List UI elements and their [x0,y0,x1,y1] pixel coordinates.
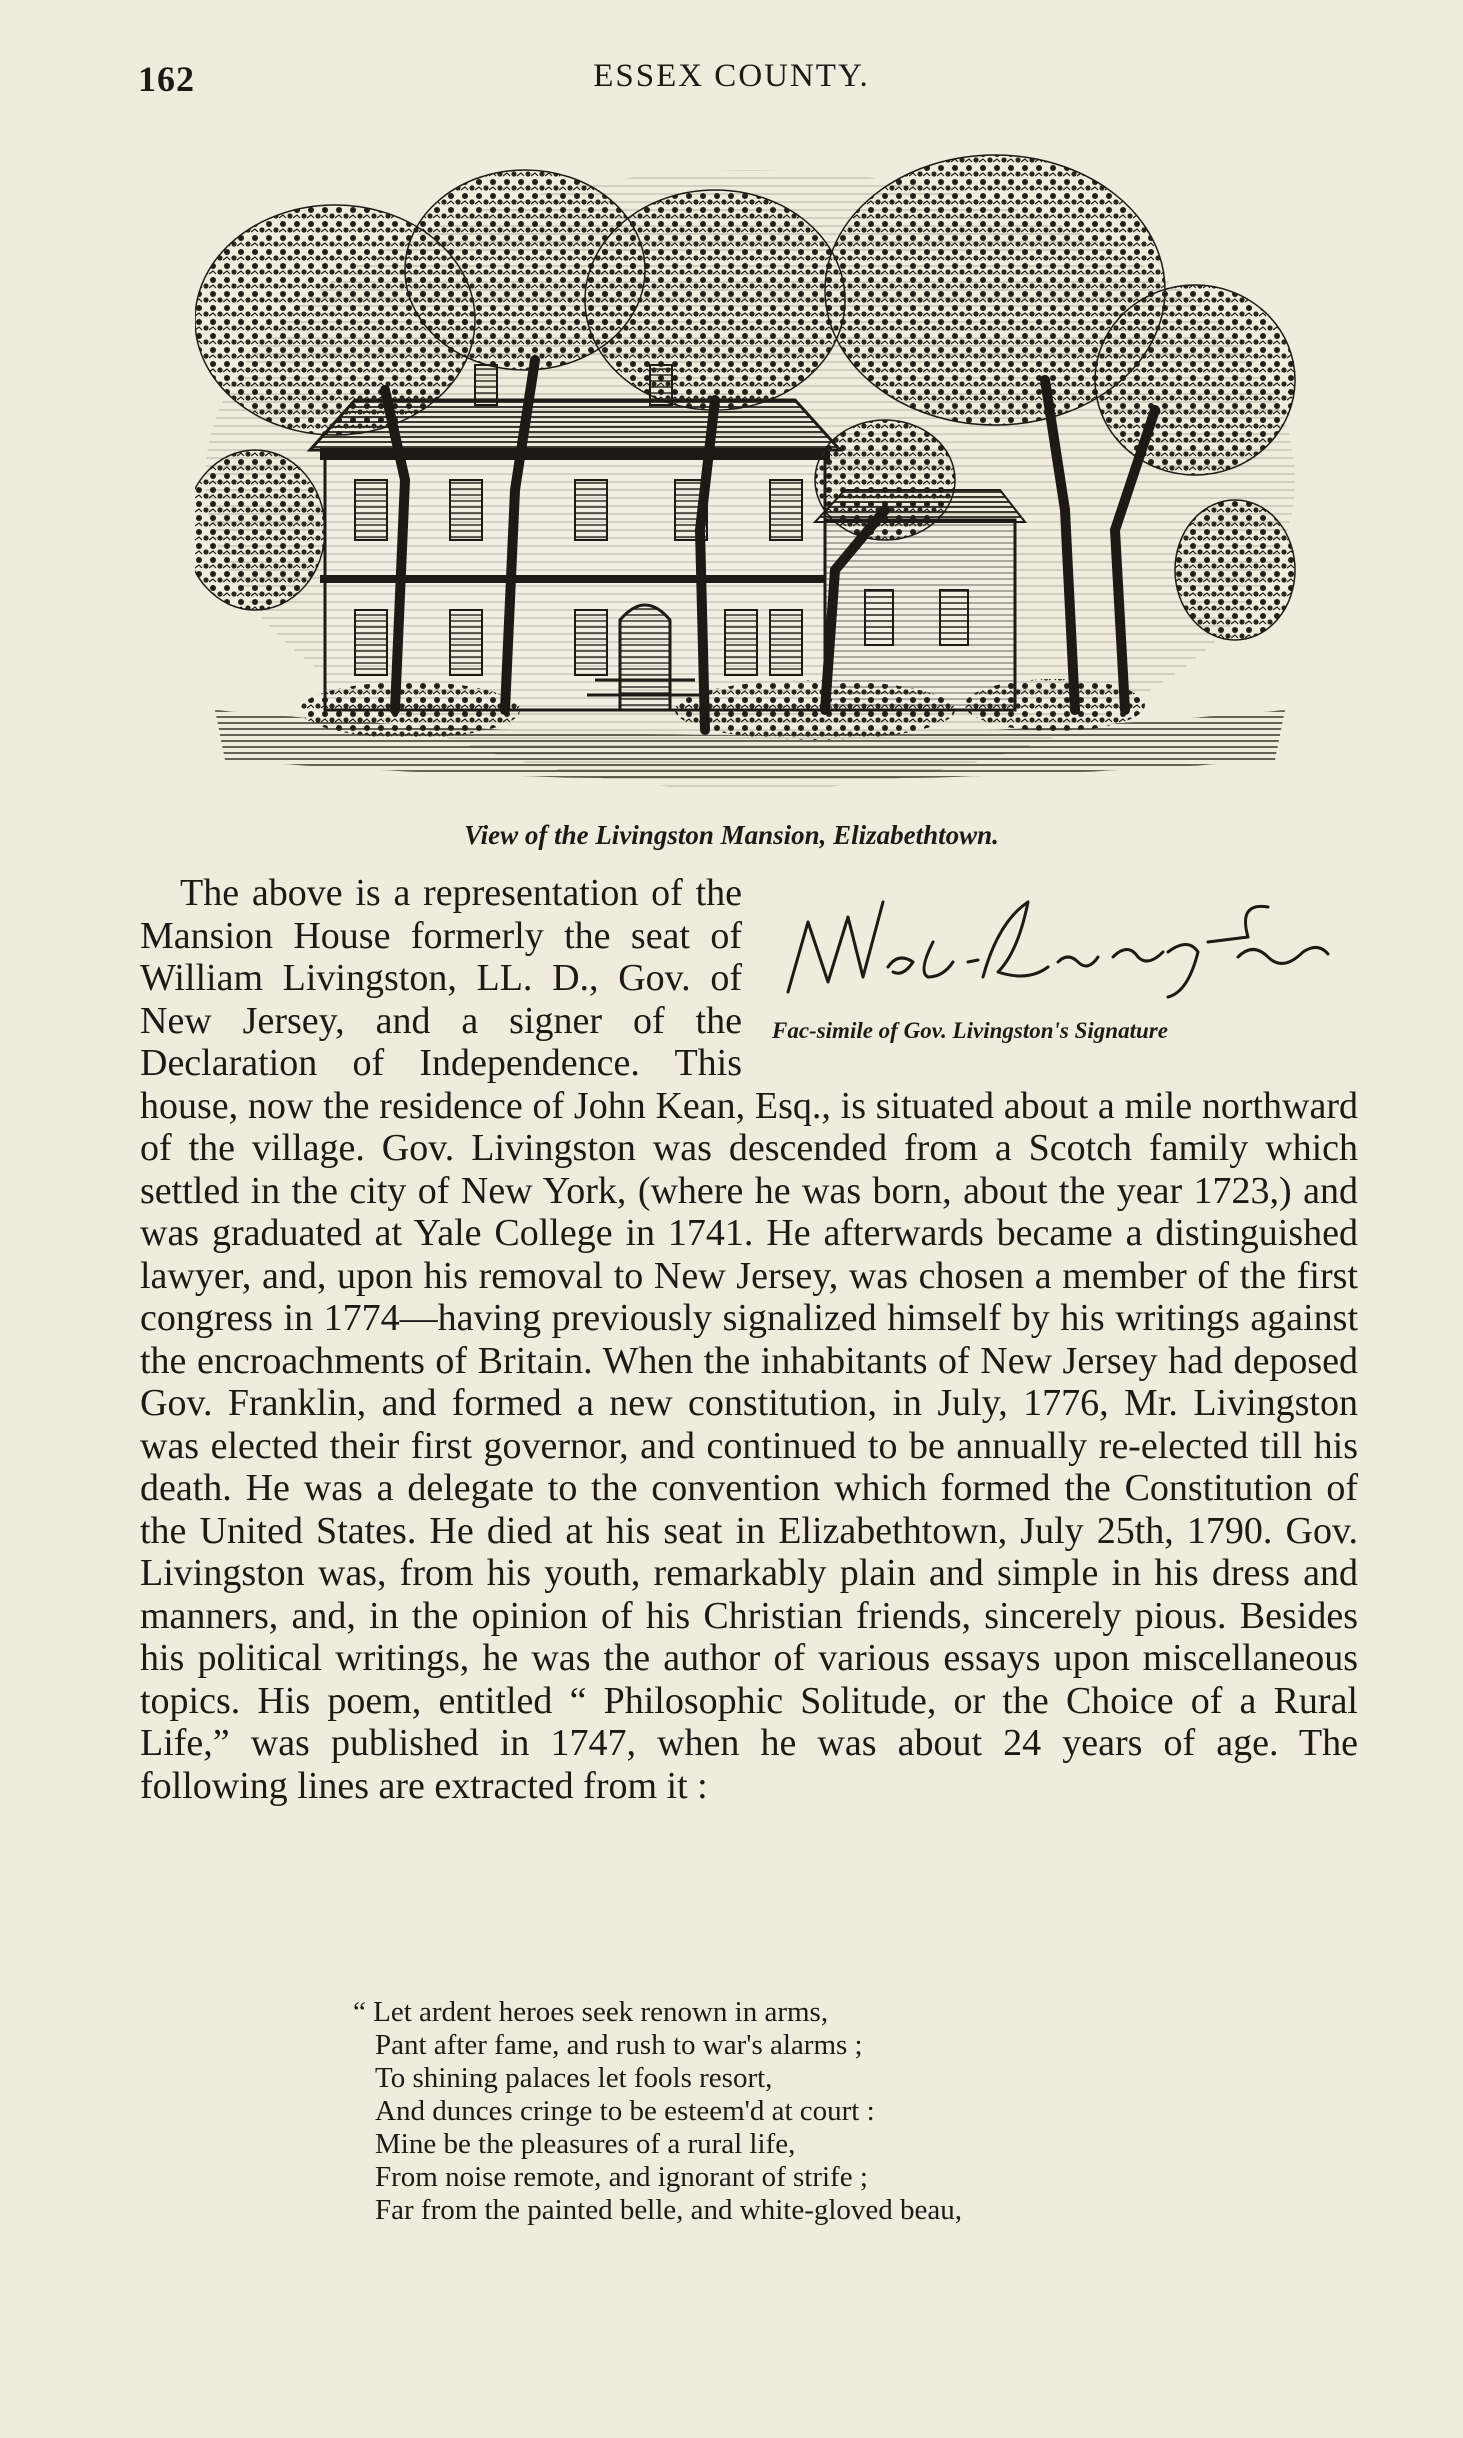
signature-block [768,882,1358,1052]
body-text [140,872,1358,1807]
signature-icon [768,882,1358,1002]
poem-line: Pant after fame, and rush to war's alarms ; [375,2029,863,2061]
poem-line: And dunces cringe to be esteem'd at court : [375,2095,875,2127]
poem-line: To shining palaces let fools resort, [375,2062,773,2094]
running-head: ESSEX COUNTY. [593,58,870,94]
poem-line: “ Let ardent heroes seek renown in arms, [353,1996,829,2028]
poem [353,1996,963,2227]
figure-caption: View of the Livingston Mansion, Elizabethtown. [464,820,999,850]
poem-line: Far from the painted belle, and white-gloved beau, [375,2194,963,2226]
body-paragraph: The above is a representation of the Mansion House formerly the seat of William Livingston, LL. D., Gov. of New Jersey, and a signer of the Declaration of Independence. This house, now the residence of John Kean, Esq., is situated about a mile northward of the village. Gov. Livingston was descended from a Scotch family which settled in the city of New York, (where he was born, about the year 1723,) and was graduated at Yale College in 1741. He afterwards became a distinguished lawyer, and, upon his removal to New Jersey, was chosen a member of the first congress in 1774—having previously signalized himself by his writings against the encroachments of Britain. When the inhabitants of New Jersey had deposed Gov. Franklin, and formed a new constitution, in July, 1776, Mr. Livingston was elected their first governor, and continued to be annually re-elected till his death. He was a delegate to the convention which formed the Constitution of the United States. He died at his seat in Elizabethtown, July 25th, 1790. Gov. Livingston was, from his youth, remarkably plain and simple in his dress and manners, and, in the opinion of his Christian friends, sincerely pious. Besides his political writings, he was the author of various essays upon miscellaneous topics. His poem, entitled “ Philosophic Solitude, or the Choice of a Rural Life,” was published in 1747, when he was about 24 years of age. The following lines are extracted from it : [140,872,1358,1807]
poem-line: Mine be the pleasures of a rural life, [375,2128,796,2160]
signature-caption: Fac-simile of Gov. Livingston's Signature [772,1018,1168,1043]
page-number: 162 [138,59,195,99]
poem-line: From noise remote, and ignorant of strife ; [375,2161,868,2193]
mansion-engraving-icon [195,150,1305,810]
